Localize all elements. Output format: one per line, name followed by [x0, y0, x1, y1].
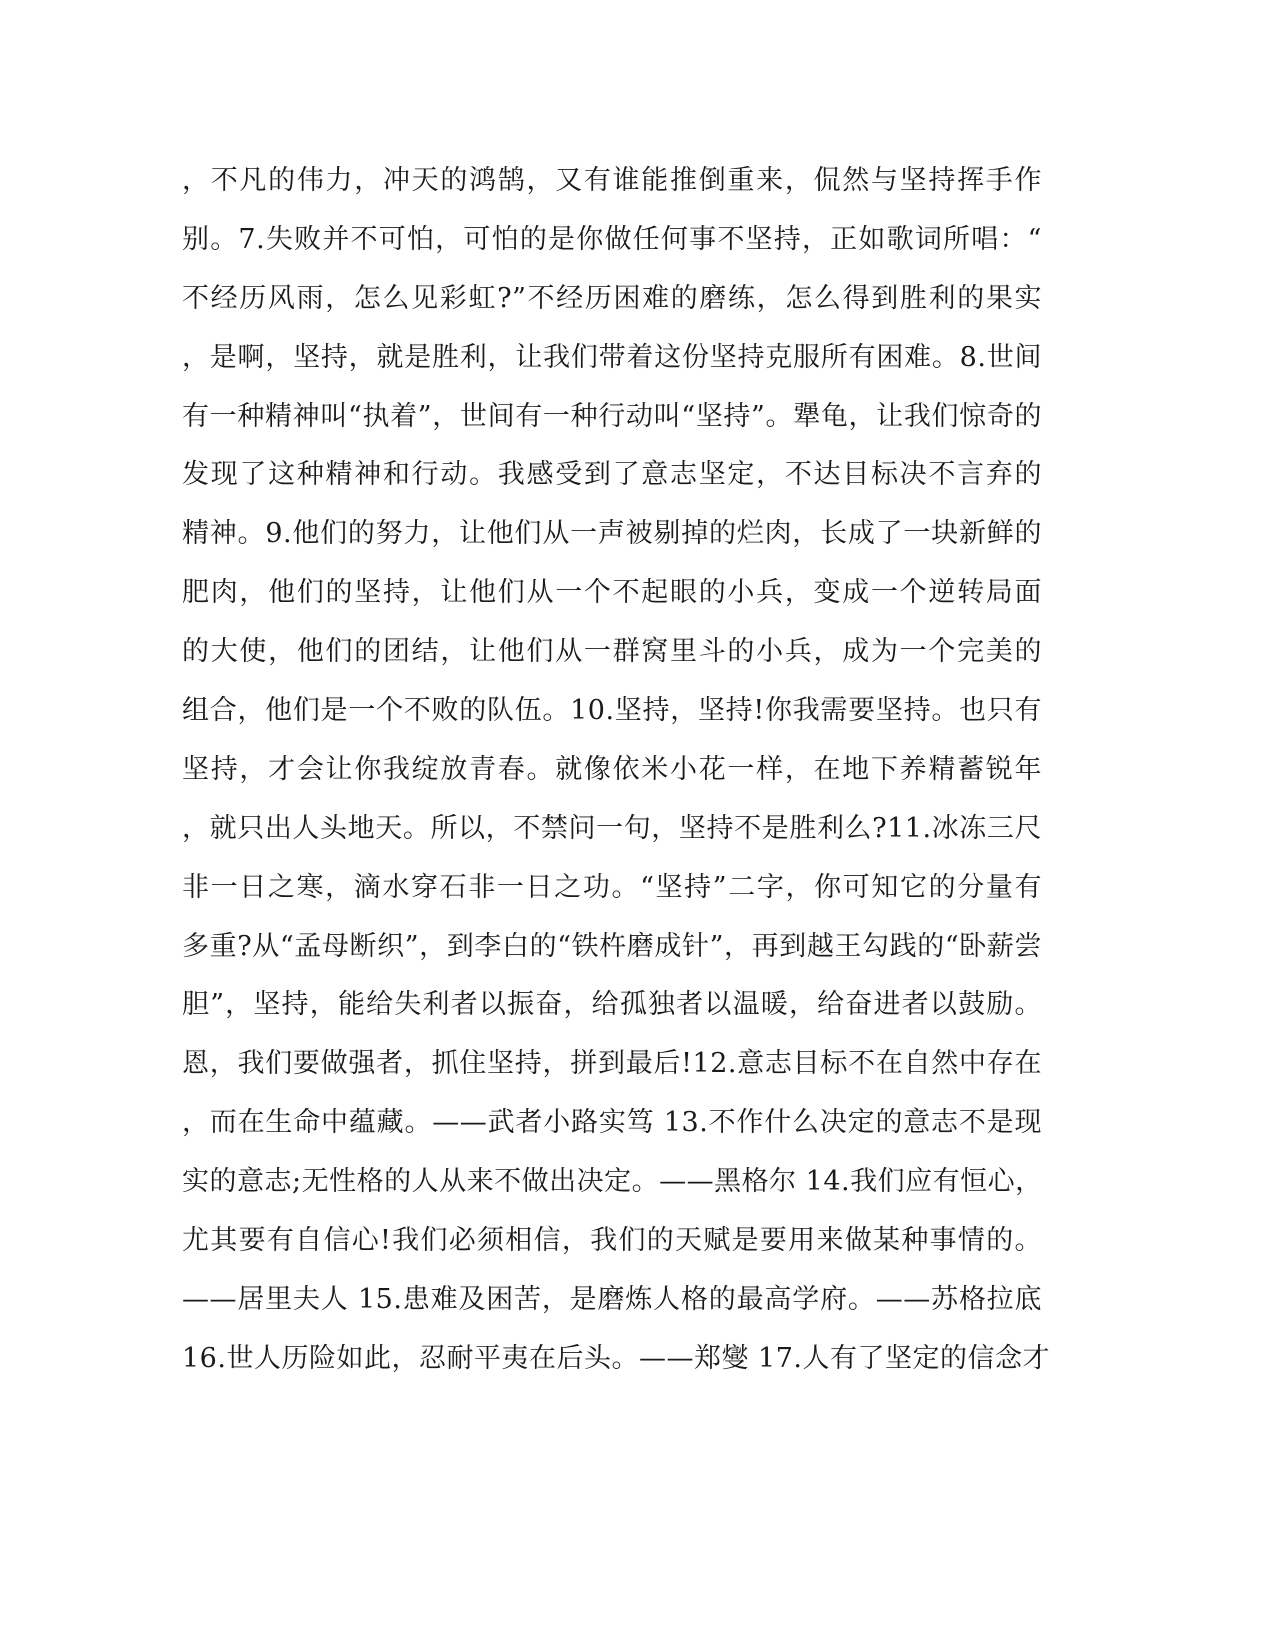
text-line: 有一种精神叫“执着”，世间有一种行动叫“坚持”。犟龟，让我们惊奇的 [182, 400, 1042, 432]
text-line: ，是啊，坚持，就是胜利，让我们带着这份坚持克服所有困难。8.世间 [182, 341, 1042, 373]
text-line: 坚持，才会让你我绽放青春。就像依米小花一样，在地下养精蓄锐年 [182, 753, 1042, 785]
text-line: ，而在生命中蕴藏。——武者小路实笃 13.不作什么决定的意志不是现 [182, 1107, 1042, 1139]
text-line: 恩，我们要做强者，抓住坚持，拼到最后!12.意志目标不在自然中存在 [182, 1048, 1042, 1080]
text-line: 非一日之寒，滴水穿石非一日之功。“坚持”二字，你可知它的分量有 [182, 871, 1042, 903]
body-text [182, 160, 1050, 1397]
text-line: 组合，他们是一个不败的队伍。10.坚持，坚持!你我需要坚持。也只有 [182, 695, 1042, 727]
text-line: ，不凡的伟力，冲天的鸿鹄，又有谁能推倒重来，侃然与坚持挥手作 [182, 165, 1042, 196]
text-line: 不经历风雨，怎么见彩虹?”不经历困难的磨练，怎么得到胜利的果实 [182, 282, 1042, 314]
text-line: 精神。9.他们的努力，让他们从一声被剔掉的烂肉，长成了一块新鲜的 [182, 518, 1042, 550]
text-line: 发现了这种精神和行动。我感受到了意志坚定，不达目标决不言弃的 [182, 459, 1042, 491]
text-line: 肥肉，他们的坚持，让他们从一个不起眼的小兵，变成一个逆转局面 [182, 577, 1042, 609]
text-line: 别。7.失败并不可怕，可怕的是你做任何事不坚持，正如歌词所唱：“ [182, 223, 1042, 255]
text-line: 16.世人历险如此，忍耐平夷在后头。——郑燮 17.人有了坚定的信念才 [182, 1342, 1050, 1374]
text-line: 实的意志;无性格的人从来不做出决定。——黑格尔 14.我们应有恒心， [182, 1166, 1043, 1198]
text-line: 胆”，坚持，能给失利者以振奋，给孤独者以温暖，给奋进者以鼓励。 [182, 989, 1042, 1021]
text-line: ——居里夫人 15.患难及困苦，是磨炼人格的最高学府。——苏格拉底 [182, 1283, 1042, 1315]
text-line: 多重?从“孟母断织”，到李白的“铁杵磨成针”，再到越王勾践的“卧薪尝 [182, 930, 1042, 962]
text-line: 尤其要有自信心!我们必须相信，我们的天赋是要用来做某种事情的。 [182, 1225, 1042, 1257]
text-line: 的大使，他们的团结，让他们从一群窝里斗的小兵，成为一个完美的 [182, 636, 1042, 668]
text-line: ，就只出人头地天。所以，不禁问一句，坚持不是胜利么?11.冰冻三尺 [182, 812, 1042, 844]
